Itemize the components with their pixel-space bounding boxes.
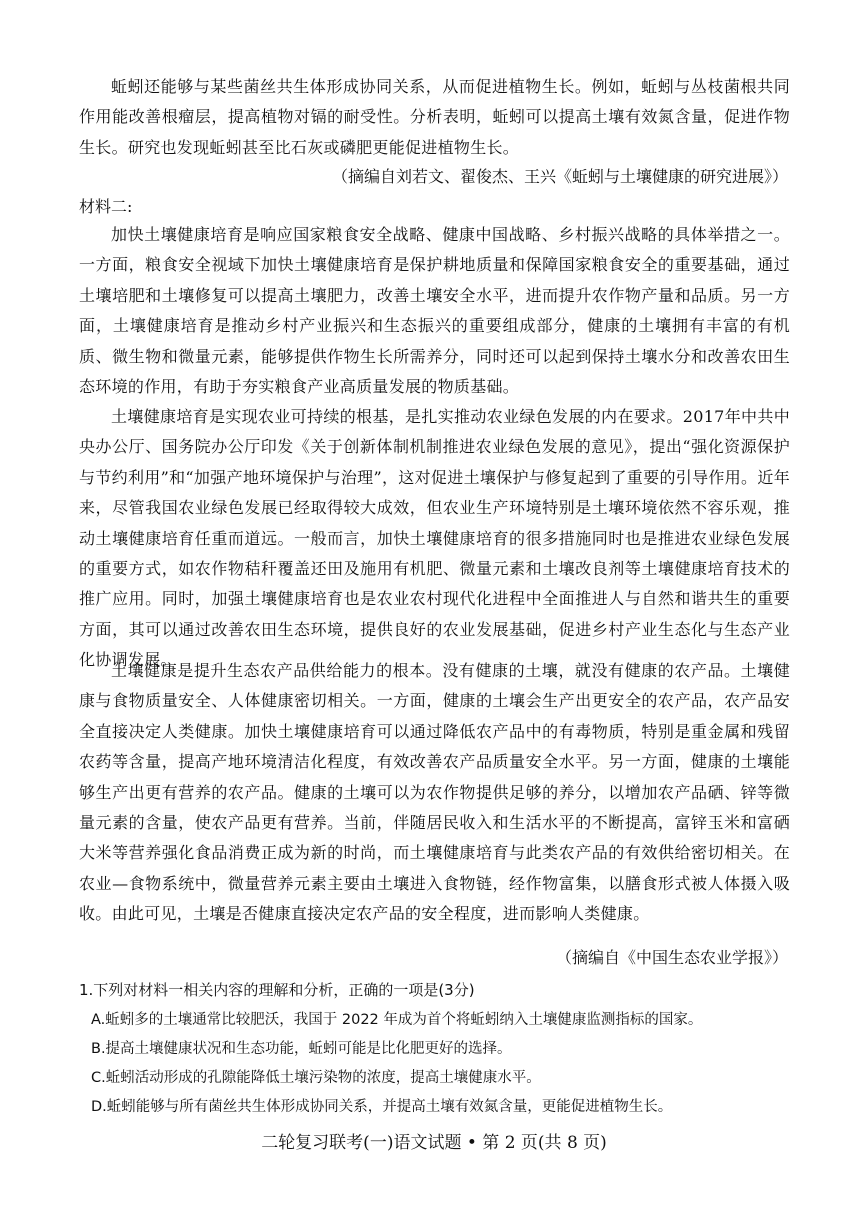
page-footer: 二轮复习联考(一)语文试题 • 第 2 页(共 8 页) [261, 1133, 607, 1153]
question-stem: 1.下列对材料一相关内容的理解和分析，正确的一项是(3分) [79, 981, 475, 999]
option-a[interactable]: A.蚯蚓多的土壤通常比较肥沃，我国于 2022 年成为首个将蚯蚓纳入土壤健康监测指标的国家。 [91, 1012, 703, 1028]
material-two-source: （摘编自《中国生态农业学报》） [555, 948, 788, 967]
material-two-paragraph-1: 加快土壤健康培育是响应国家粮食安全战略、健康中国战略、乡村振兴战略的具体举措之一。一方面，粮食安全视域下加快土壤健康培育是保护耕地质量和保障国家粮食安全的重要基础，通过土壤培肥和土壤修复可以提高土壤肥力，改善土壤安全水平，进而提升农作物产量和品质。另一方面，土壤健康培育是推动乡村产业振兴和生态振兴的重要组成部分，健康的土壤拥有丰富的有机质、微生物和微量元素，能够提供作物生长所需养分，同时还可以起到保持土壤水分和改善农田生态环境的作用，有助于夯实粮食产业高质量发展的物质基础。 [79, 225, 790, 397]
material-two-label: 材料二: [79, 197, 133, 216]
material-two-paragraph-2: 土壤健康培育是实现农业可持续的根基，是扎实推动农业绿色发展的内在要求。2017年中共中央办公厅、国务院办公厅印发《关于创新体制机制推进农业绿色发展的意见》，提出“强化资源保护与节约利用”和“加强产地环境保护与治理”，这对促进土壤保护与修复起到了重要的引导作用。近年来，尽管我国农业绿色发展已经取得较大成效，但农业生产环境特别是土壤环境依然不容乐观，推动土壤健康培育任重而道远。一般而言，加快土壤健康培育的很多措施同时也是推进农业绿色发展的重要方式，如农作物秸秆覆盖还田及施用有机肥、微量元素和土壤改良剂等土壤健康培育技术的推广应用。同时，加强土壤健康培育也是农业农村现代化进程中全面推进人与自然和谐共生的重要方面，其可以通过改善农田生态环境，提供良好的农业发展基础，促进乡村产业生态化与生态产业化协调发展。 [79, 407, 790, 670]
option-b[interactable]: B.提高土壤健康状况和生态功能，蚯蚓可能是比化肥更好的选择。 [91, 1041, 512, 1057]
material-one-paragraph: 蚯蚓还能够与某些菌丝共生体形成协同关系，从而促进植物生长。例如，蚯蚓与丛枝菌根共同作用能改善根瘤层，提高植物对镉的耐受性。分析表明，蚯蚓可以提高土壤有效氮含量，促进作物生长。研究也发现蚯蚓甚至比石灰或磷肥更能促进植物生长。 [79, 77, 790, 157]
option-c[interactable]: C.蚯蚓活动形成的孔隙能降低土壤污染物的浓度，提高土壤健康水平。 [91, 1070, 541, 1086]
material-one-source: （摘编自刘若文、翟俊杰、王兴《蚯蚓与土壤健康的研究进展》） [331, 167, 788, 186]
option-d[interactable]: D.蚯蚓能够与所有菌丝共生体形成协同关系，并提高土壤有效氮含量，更能促进植物生长。 [91, 1099, 673, 1115]
material-two-paragraph-3: 土壤健康是提升生态农产品供给能力的根本。没有健康的土壤，就没有健康的农产品。土壤健康与食物质量安全、人体健康密切相关。一方面，健康的土壤会生产出更安全的农产品，农产品安全直接决定人类健康。加快土壤健康培育可以通过降低农产品中的有毒物质，特别是重金属和残留农药等含量，提高产地环境清洁化程度，有效改善农产品质量安全水平。另一方面，健康的土壤能够生产出更有营养的农产品。健康的土壤可以为农作物提供足够的养分，以增加农产品硒、锌等微量元素的含量，使农产品更有营养。当前，伴随居民收入和生活水平的不断提高，富锌玉米和富硒大米等营养强化食品消费正成为新的时尚，而土壤健康培育与此类农产品的有效供给密切相关。在农业—食物系统中，微量营养元素主要由土壤进入食物链，经作物富集，以膳食形式被人体摄入吸收。由此可见，土壤是否健康直接决定农产品的安全程度，进而影响人类健康。 [79, 661, 790, 924]
